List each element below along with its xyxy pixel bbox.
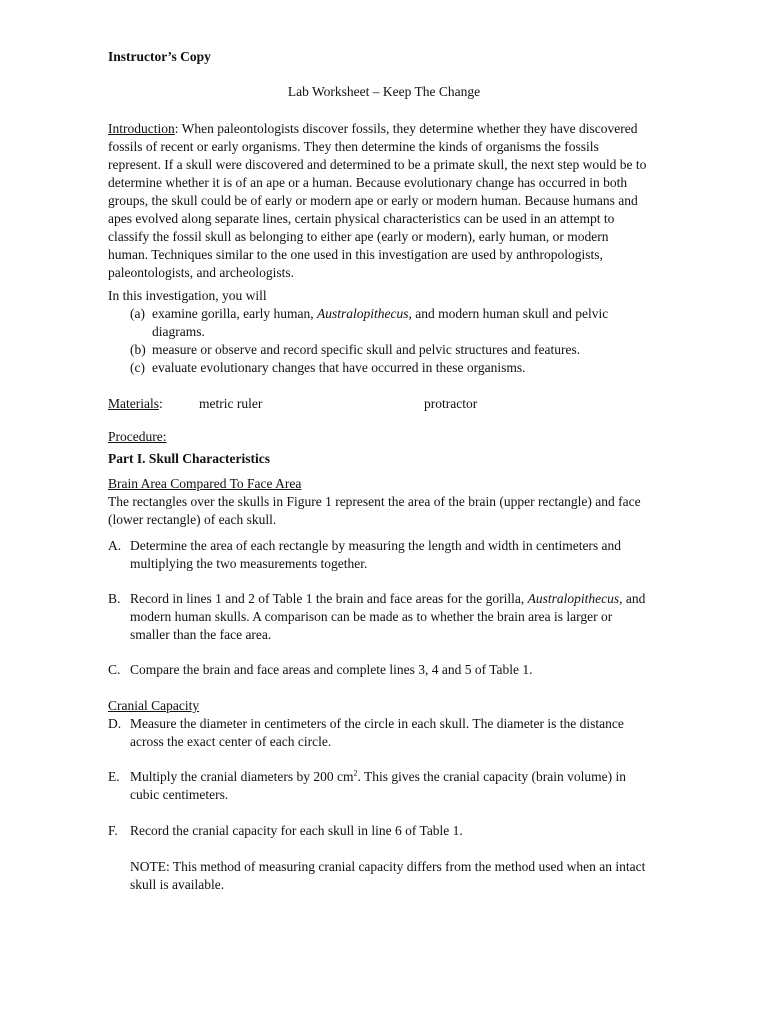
materials-row: Materials: metric ruler protractor — [108, 396, 478, 411]
list-item-label: (b) — [130, 342, 146, 357]
list-item-text: examine gorilla, early human, Australopithecus, and modern human skull and pelvic — [152, 306, 609, 321]
part1-heading: Part I. Skull Characteristics — [108, 451, 270, 466]
introduction-label: Introduction — [108, 121, 175, 136]
step-d — [108, 715, 708, 751]
instructors-copy-label: Instructor’s Copy — [108, 49, 211, 64]
step-text: Measure the diameter in centimeters of the circle in each skull. The diameter is the distance across the exact center of each circle. — [130, 716, 624, 749]
materials-label: Materials — [108, 396, 159, 411]
introduction-line: represent. If a skull were discovered and determined to be a primate skull, the next step would be to — [108, 157, 647, 172]
introduction-paragraph — [108, 120, 708, 282]
step-label: F. — [108, 823, 118, 838]
introduction-line: apes evolved along separate lines, certain physical characteristics can be used in an attempt to — [108, 211, 615, 226]
step-e — [108, 768, 708, 804]
materials-item-protractor: protractor — [424, 396, 478, 411]
step-label: A. — [108, 538, 122, 553]
step-text: Multiply the cranial diameters by 200 $cm^2$. This gives the cranial capacity (brain volume) in cubic centimeters. — [130, 768, 626, 802]
worksheet-title: Lab Worksheet – Keep The Change — [287, 84, 481, 99]
step-f — [108, 822, 708, 840]
materials-item-ruler: metric ruler — [199, 396, 263, 411]
introduction-line: paleontologists, and archeologists. — [108, 265, 294, 280]
list-item-label: (a) — [130, 306, 145, 321]
introduction-line — [108, 120, 708, 138]
brain-face-description: The rectangles over the skulls in Figure 1 represent the area of the brain (upper rectangle) and face (lower rectangle) of each skull. — [108, 494, 641, 527]
introduction-line: classify the fossil skull as belonging to either ape (early or modern), early human, or modern — [108, 229, 609, 244]
list-item-text: evaluate evolutionary changes that have occurred in these organisms. — [152, 360, 526, 375]
investigation-lead: In this investigation, you will — [108, 288, 267, 303]
step-text: Determine the area of each rectangle by measuring the length and width in centimeters and multiplying the two measurements together. — [130, 538, 622, 571]
introduction-line: determine whether it is of an ape or a human. Because evolutionary change has occurred in both — [108, 175, 628, 190]
list-item-text: measure or observe and record specific skull and pelvic structures and features. — [152, 342, 581, 357]
introduction-line: fossils of recent or early organisms. They then determine the kinds of organisms the fossils — [108, 139, 599, 154]
introduction-line: groups, the skull could be of early or modern ape or early or modern human. Because humans and — [108, 193, 638, 208]
step-text: Record the cranial capacity for each skull in line 6 of Table 1. — [130, 823, 463, 838]
step-text: Compare the brain and face areas and complete lines 3, 4 and 5 of Table 1. — [130, 662, 533, 677]
step-a — [108, 537, 708, 573]
introduction-text: : When paleontologists discover fossils, they determine whether they have discovered — [174, 121, 638, 136]
introduction-line: human. Techniques similar to the one used in this investigation are used by anthropologists, — [108, 247, 603, 262]
cranial-capacity-heading: Cranial Capacity — [108, 698, 200, 713]
step-label: D. — [108, 716, 122, 731]
step-label: E. — [108, 769, 120, 784]
list-item-label: (c) — [130, 360, 145, 375]
investigation-list: (a) examine gorilla, early human, Australopithecus, and modern human skull and pelvic diagrams. (b) measure or observe and record specific skull and pelvic structures and features. (c) evaluate evolutionary changes that have occurred in these organisms. — [130, 305, 708, 375]
step-text: Record in lines 1 and 2 of Table 1 the brain and face areas for the gorilla, Australopithecus, and modern human skulls. A comparison can be made as to whether the brain area is larger or smaller than the face area. — [130, 591, 646, 642]
brain-face-heading: Brain Area Compared To Face Area — [108, 476, 302, 491]
procedure-label: Procedure: — [108, 429, 167, 444]
step-c — [108, 661, 708, 679]
step-b — [108, 590, 708, 644]
step-label: C. — [108, 662, 121, 677]
step-label: B. — [108, 591, 121, 606]
cranial-note: NOTE: This method of measuring cranial capacity differs from the method used when an intact skull is available. — [130, 859, 646, 892]
